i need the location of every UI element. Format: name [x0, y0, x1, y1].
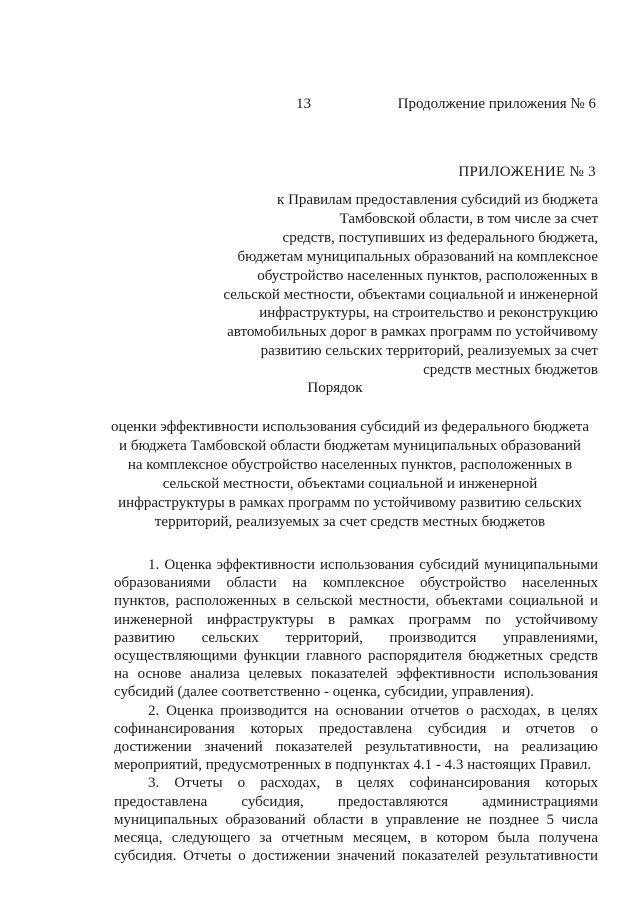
- paragraph-line: осуществляющими функции главного распорядителя бюджетных средств: [114, 648, 598, 665]
- paragraph-line: софинансирования которых предоставлена субсидия и отчетов о: [114, 720, 598, 737]
- paragraph-line: развитию сельских территорий, производится управлениями,: [114, 629, 598, 646]
- document-heading-line: на комплексное обустройство населенных пунктов, расположенных в: [127, 456, 573, 473]
- paragraph-line: субсидия. Отчеты о достижении значений показателей результативности: [114, 848, 598, 865]
- appendix-subtitle-line: инфраструктуры, на строительство и реконструкцию: [259, 305, 598, 322]
- paragraph-3: [114, 774, 598, 865]
- paragraph-line: мероприятий, предусмотренных в подпунктах 4.1 - 4.3 настоящих Правил.: [114, 757, 592, 774]
- document-body: [114, 556, 598, 865]
- page-number: 13: [296, 96, 311, 112]
- page-header: [0, 96, 640, 116]
- document-heading-line: сельской местности, объектами социальной и инженерной: [162, 475, 538, 492]
- appendix-subtitle-line: Тамбовской области, в том числе за счет: [339, 210, 598, 227]
- paragraph-line: достижении значений показателей результативности, на реализацию: [114, 739, 598, 756]
- appendix-continuation-label: Продолжение приложения № 6: [397, 96, 596, 112]
- paragraph-line: 1. Оценка эффективности использования субсидий муниципальными: [148, 557, 598, 573]
- appendix-subtitle-line: автомобильных дорог в рамках программ по устойчивому: [227, 324, 598, 341]
- paragraph-line: 2. Оценка производится на основании отчетов о расходах, в целях: [148, 702, 598, 719]
- paragraph-2: [114, 702, 598, 775]
- paragraph-line: муниципальных образований области в управление не позднее 5 числа: [114, 811, 598, 828]
- appendix-subtitle-line: средств, поступивших из федерального бюджета,: [282, 229, 598, 246]
- appendix-subtitle-line: к Правилам предоставления субсидий из бюджета: [277, 192, 598, 208]
- appendix-subtitle-line: средств местных бюджетов: [423, 362, 598, 379]
- paragraph-1: [114, 556, 598, 702]
- paragraph-line: инженерной инфраструктуры в рамках программ по устойчивому: [114, 611, 598, 628]
- appendix-subtitle-line: сельской местности, объектами социальной и инженерной: [223, 286, 598, 303]
- document-title: Порядок: [307, 380, 363, 396]
- paragraph-line: 3. Отчеты о расходах, в целях софинансирования которых: [148, 775, 598, 792]
- paragraph-line: пунктов, расположенных в сельской местности, объектами социальной и: [114, 593, 598, 610]
- appendix-subtitle: [178, 191, 598, 380]
- document-heading-line: оценки эффективности использования субсидий из федерального бюджета: [111, 419, 589, 435]
- paragraph-line: месяца, следующего за отчетным месяцем, в котором была получена: [114, 830, 598, 847]
- appendix-subtitle-line: обустройство населенных пунктов, расположенных в: [257, 267, 598, 284]
- appendix-subtitle-line: развитию сельских территорий, реализуемых за счет: [260, 343, 598, 360]
- appendix-subtitle-line: бюджетам муниципальных образований на комплексное: [237, 248, 598, 265]
- appendix-title: ПРИЛОЖЕНИЕ № 3: [458, 164, 596, 180]
- paragraph-line: предоставлена субсидия, предоставляются администрациями: [114, 793, 598, 810]
- paragraph-line: на основе анализа целевых показателей эффективности использования: [114, 666, 598, 683]
- document-heading-line: инфраструктуры в рамках программ по устойчивому развитию сельских: [118, 494, 582, 511]
- document-heading-line: территорий, реализуемых за счет средств местных бюджетов: [154, 513, 546, 530]
- paragraph-line: субсидий (далее соответственно - оценка, субсидии, управления).: [114, 684, 534, 701]
- document-heading: [100, 418, 600, 531]
- document-heading-line: и бюджета Тамбовской области бюджетам муниципальных образований: [119, 437, 581, 454]
- paragraph-line: образованиями области на комплексное обустройство населенных: [114, 575, 598, 592]
